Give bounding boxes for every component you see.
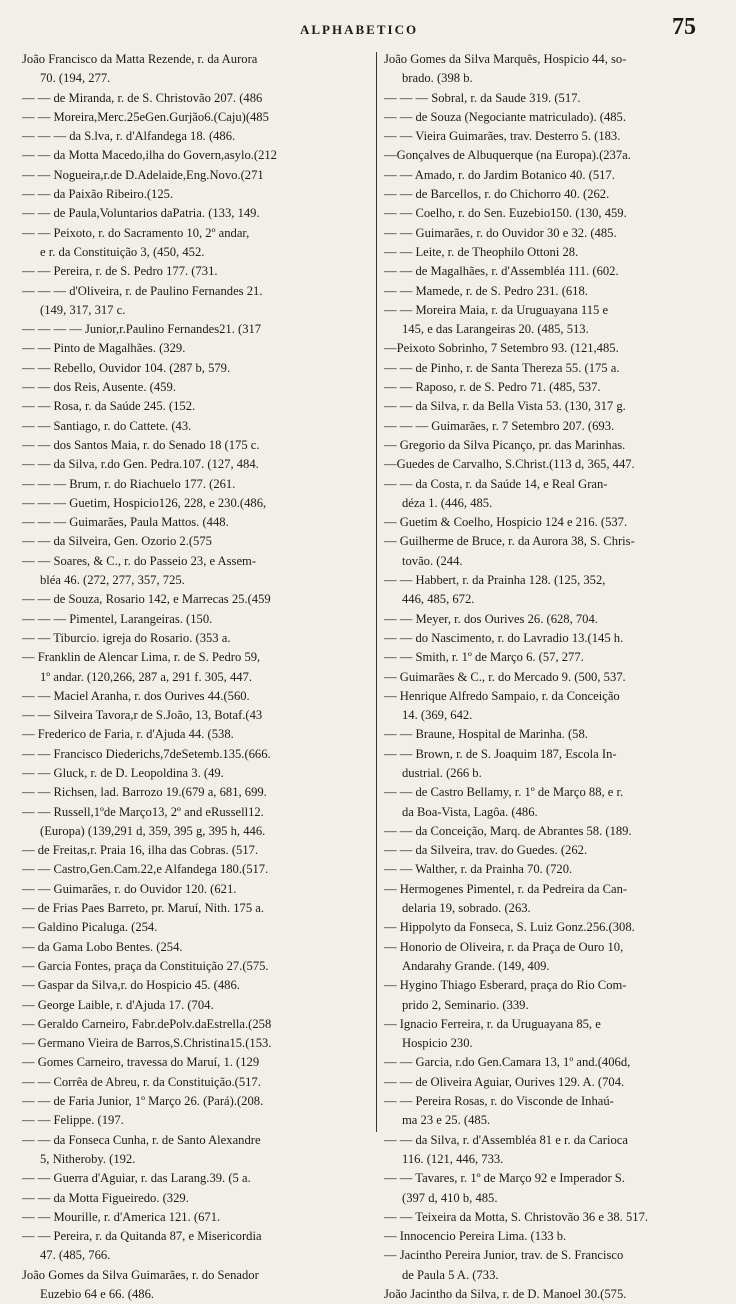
entry-line: — — Nogueira,r.de D.Adelaide,Eng.Novo.(271 bbox=[22, 167, 264, 182]
entry-line: — — Meyer, r. dos Ourives 26. (628, 704. bbox=[384, 611, 598, 626]
entry-line: — — Mourille, r. d'America 121. (671. bbox=[22, 1209, 221, 1224]
entry-line: (397 d, 410 b, 485. bbox=[402, 1190, 498, 1205]
entry-line: — — Maciel Aranha, r. dos Ourives 44.(560. bbox=[22, 688, 250, 703]
entry-line: — Honorio de Oliveira, r. da Praça de Ouro 10, bbox=[384, 939, 624, 954]
entry-line: — — Moreira,Merc.25eGen.Gurjão6.(Caju)(485 bbox=[22, 109, 269, 124]
entry-line: — Hermogenes Pimentel, r. da Pedreira da Can- bbox=[384, 881, 628, 896]
entry-line: — — de Pinho, r. de Santa Thereza 55. (175 a. bbox=[384, 360, 620, 375]
entry-line: — — de Castro Bellamy, r. 1º de Março 88, e r. bbox=[384, 785, 624, 800]
entry-line: — Innocencio Pereira Lima. (133 b. bbox=[384, 1229, 567, 1244]
entry-line: Andarahy Grande. (149, 409. bbox=[402, 958, 550, 973]
entry-line: — — — Guimarães, r. 7 Setembro 207. (693. bbox=[384, 418, 615, 433]
entry-line: — da Gama Lobo Bentes. (254. bbox=[22, 939, 183, 954]
running-head: ALPHABETICO bbox=[300, 22, 419, 37]
entry-line: — — Tiburcio. igreja do Rosario. (353 a. bbox=[22, 630, 231, 645]
entry-line: João Jacintho da Silva, r. de D. Manoel 30.(575. bbox=[384, 1287, 627, 1301]
entry-line: — Gregorio da Silva Picanço, pr. das Marinhas. bbox=[384, 437, 626, 452]
entry-line: — — Amado, r. do Jardim Botanico 40. (517. bbox=[384, 167, 615, 182]
entry-line: — — da Silveira, trav. do Guedes. (262. bbox=[384, 843, 588, 858]
entry-line: — — Felippe. (197. bbox=[22, 1113, 124, 1128]
left-column bbox=[22, 50, 370, 1304]
entry-line: delaria 19, sobrado. (263. bbox=[402, 901, 531, 916]
entry-line: — — Leite, r. de Theophilo Ottoni 28. bbox=[384, 244, 579, 259]
entry-line: —Gonçalves de Albuquerque (na Europa).(237a. bbox=[384, 148, 631, 163]
entry-line: — — da Motta Figueiredo. (329. bbox=[22, 1190, 189, 1205]
entry-line: dustrial. (266 b. bbox=[402, 765, 482, 780]
entry-line: — — Richsen, lad. Barrozo 19.(679 a, 681, 699. bbox=[22, 785, 267, 800]
entry-line: 1º andar. (120,266, 287 a, 291 f. 305, 447. bbox=[40, 669, 253, 684]
page-number: 75 bbox=[672, 14, 696, 40]
entry-line: 14. (369, 642. bbox=[402, 708, 473, 723]
entry-line: 5, Nitheroby. (192. bbox=[40, 1151, 136, 1166]
entry-line: João Gomes da Silva Guimarães, r. do Senador bbox=[22, 1267, 259, 1282]
entry-line: — — Braune, Hospital de Marinha. (58. bbox=[384, 727, 588, 742]
entry-line: — — Pinto de Magalhães. (329. bbox=[22, 341, 186, 356]
entry-line: — — Russell,1ºde Março13, 2º and eRussell12. bbox=[22, 804, 264, 819]
entry-line: — — — Guimarães, Paula Mattos. (448. bbox=[22, 515, 229, 530]
entry-line: — — Mamede, r. de S. Pedro 231. (618. bbox=[384, 283, 588, 298]
entry-line: — Germano Vieira de Barros,S.Christina15.(153. bbox=[22, 1036, 272, 1051]
page-header bbox=[0, 14, 736, 44]
entry-line: — — — d'Oliveira, r. de Paulino Fernandes 21. bbox=[22, 283, 263, 298]
entry-line: — — Habbert, r. da Prainha 128. (125, 352, bbox=[384, 573, 606, 588]
entry-line: — — Peixoto, r. do Sacramento 10, 2º andar, bbox=[22, 225, 250, 240]
entry-line: — — Guerra d'Aguiar, r. das Larang.39. (5 a. bbox=[22, 1171, 251, 1186]
entry-line: — — Brown, r. de S. Joaquim 187, Escola In- bbox=[384, 746, 617, 761]
entry-line: — — de Oliveira Aguiar, Ourives 129. A. (704. bbox=[384, 1074, 625, 1089]
entry-line: prido 2, Seminario. (339. bbox=[402, 997, 529, 1012]
entry-line: e r. da Constituição 3, (450, 452. bbox=[40, 244, 205, 259]
entry-line: — — Smith, r. 1º de Março 6. (57, 277. bbox=[384, 650, 584, 665]
entry-line: — — — Brum, r. do Riachuelo 177. (261. bbox=[22, 476, 236, 491]
entry-line: — — Rosa, r. da Saúde 245. (152. bbox=[22, 399, 196, 414]
entry-line: — — da Silva, r. d'Assembléa 81 e r. da Carioca bbox=[384, 1132, 628, 1147]
entry-line: — — Coelho, r. do Sen. Euzebio150. (130, 459. bbox=[384, 206, 627, 221]
entry-line: — Jacintho Pereira Junior, trav. de S. Francisco bbox=[384, 1248, 624, 1263]
entry-line: —Peixoto Sobrinho, 7 Setembro 93. (121,485. bbox=[384, 341, 619, 356]
entry-line: — de Freitas,r. Praia 16, ilha das Cobras. (517. bbox=[22, 843, 259, 858]
entry-line: — — Vieira Guimarães, trav. Desterro 5. (183. bbox=[384, 129, 621, 144]
entry-line: João Gomes da Silva Marquês, Hospicio 44, so- bbox=[384, 52, 627, 66]
entry-line: — — Garcia, r.do Gen.Camara 13, 1º and.(406d, bbox=[384, 1055, 631, 1070]
entry-line: — Guetim & Coelho, Hospicio 124 e 216. (537. bbox=[384, 515, 628, 530]
entry-line: — Henrique Alfredo Sampaio, r. da Conceição bbox=[384, 688, 620, 703]
entry-line: — — dos Santos Maia, r. do Senado 18 (175 c. bbox=[22, 437, 260, 452]
entry-line: — — de Paula,Voluntarios daPatria. (133, 149. bbox=[22, 206, 260, 221]
entry-line: brado. (398 b. bbox=[402, 71, 473, 86]
entry-line: (149, 317, 317 c. bbox=[40, 302, 126, 317]
entry-line: — — Walther, r. da Prainha 70. (720. bbox=[384, 862, 573, 877]
entry-line: ma 23 e 25. (485. bbox=[402, 1113, 491, 1128]
entry-line: — — da Motta Macedo,ilha do Govern,asylo.(212 bbox=[22, 148, 277, 163]
entry-line: — — Pereira, r. de S. Pedro 177. (731. bbox=[22, 264, 218, 279]
entry-line: (Europa) (139,291 d, 359, 395 g, 395 h, 446. bbox=[40, 823, 266, 838]
entry-line: 145, e das Larangeiras 20. (485, 513. bbox=[402, 322, 589, 337]
entry-line: — — da Silva, r. da Bella Vista 53. (130, 317 g. bbox=[384, 399, 626, 414]
entry-line: — — de Barcellos, r. do Chichorro 40. (262. bbox=[384, 187, 610, 202]
entry-line: — — Pereira Rosas, r. do Visconde de Inhaú- bbox=[384, 1094, 614, 1109]
entry-line: tovão. (244. bbox=[402, 553, 463, 568]
entry-line: — — Guimarães, r. do Ouvidor 120. (621. bbox=[22, 881, 237, 896]
entry-line: — Garcia Fontes, praça da Constituição 27.(575. bbox=[22, 958, 269, 973]
entry-line: 116. (121, 446, 733. bbox=[402, 1151, 504, 1166]
entry-line: — — da Silva, r.do Gen. Pedra.107. (127, 484. bbox=[22, 457, 259, 472]
entry-line: da Boa-Vista, Lagôa. (486. bbox=[402, 804, 538, 819]
entry-line: — Hygino Thiago Esberard, praça do Rio Com- bbox=[384, 978, 627, 993]
entry-line: — — Francisco Diederichs,7deSetemb.135.(666. bbox=[22, 746, 271, 761]
entry-line: — — — Guetim, Hospicio126, 228, e 230.(486, bbox=[22, 495, 267, 510]
entry-line: — — Gluck, r. de D. Leopoldina 3. (49. bbox=[22, 765, 224, 780]
entry-line: — Hippolyto da Fonseca, S. Luiz Gonz.256.(308. bbox=[384, 920, 635, 935]
entry-line: — — Tavares, r. 1º de Março 92 e Imperador S. bbox=[384, 1171, 625, 1186]
entry-line: — — de Faria Junior, 1º Março 26. (Pará).(208. bbox=[22, 1094, 264, 1109]
entry-line: João Francisco da Matta Rezende, r. da Aurora bbox=[22, 52, 258, 66]
entry-line: — Galdino Picaluga. (254. bbox=[22, 920, 158, 935]
entry-line: de Paula 5 A. (733. bbox=[402, 1267, 499, 1282]
entry-line: — Geraldo Carneiro, Fabr.dePolv.daEstrella.(258 bbox=[22, 1016, 272, 1031]
entry-line: 70. (194, 277. bbox=[40, 71, 111, 86]
entry-line: — — Soares, & C., r. do Passeio 23, e Assem- bbox=[22, 553, 257, 568]
entry-line: — — Santiago, r. do Cattete. (43. bbox=[22, 418, 192, 433]
column-divider bbox=[376, 52, 377, 1132]
entry-line: 446, 485, 672. bbox=[402, 592, 475, 607]
entry-line: — — Silveira Tavora,r de S.João, 13, Botaf.(43 bbox=[22, 708, 263, 723]
entry-line: — Frederico de Faria, r. d'Ajuda 44. (538. bbox=[22, 727, 234, 742]
entry-line: — — — Pimentel, Larangeiras. (150. bbox=[22, 611, 213, 626]
entry-line: — — da Paixão Ribeiro.(125. bbox=[22, 187, 174, 202]
entry-line: — — — — Junior,r.Paulino Fernandes21. (317 bbox=[22, 322, 262, 337]
entry-line: — — — Sobral, r. da Saude 319. (517. bbox=[384, 90, 581, 105]
entry-line: — — Rebello, Ouvidor 104. (287 b, 579. bbox=[22, 360, 231, 375]
entry-line: — — — da S.lva, r. d'Alfandega 18. (486. bbox=[22, 129, 236, 144]
entry-line: — — Corrêa de Abreu, r. da Constituição.(517. bbox=[22, 1074, 261, 1089]
entry-line: Euzebio 64 e 66. (486. bbox=[40, 1287, 155, 1301]
entry-line: — — Teixeira da Motta, S. Christovão 36 e 38. 517. bbox=[384, 1209, 649, 1224]
entry-line: — — da Silveira, Gen. Ozorio 2.(575 bbox=[22, 534, 212, 549]
entry-line: bléa 46. (272, 277, 357, 725. bbox=[40, 573, 185, 588]
entry-line: — de Frias Paes Barreto, pr. Maruí, Nith. 175 a. bbox=[22, 901, 265, 916]
entry-line: déza 1. (446, 485. bbox=[402, 495, 493, 510]
entry-line: 47. (485, 766. bbox=[40, 1248, 111, 1263]
entry-line: — — Castro,Gen.Cam.22,e Alfandega 180.(517. bbox=[22, 862, 269, 877]
entry-line: — — Moreira Maia, r. da Uruguayana 115 e bbox=[384, 302, 609, 317]
entry-line: — Gomes Carneiro, travessa do Maruí, 1. (129 bbox=[22, 1055, 260, 1070]
entry-line: — Guimarães & C., r. do Mercado 9. (500, 537. bbox=[384, 669, 626, 684]
entry-line: —Guedes de Carvalho, S.Christ.(113 d, 365, 447. bbox=[384, 457, 635, 472]
entry-line: — Ignacio Ferreira, r. da Uruguayana 85, e bbox=[384, 1016, 601, 1031]
entry-line: — — da Conceição, Marq. de Abrantes 58. (189. bbox=[384, 823, 632, 838]
entry-line: — — de Souza (Negociante matriculado). (485. bbox=[384, 109, 626, 124]
entry-line: — — de Miranda, r. de S. Christovão 207. (486 bbox=[22, 90, 263, 105]
entry-line: — Franklin de Alencar Lima, r. de S. Pedro 59, bbox=[22, 650, 261, 665]
entry-line: — — Raposo, r. de S. Pedro 71. (485, 537. bbox=[384, 380, 601, 395]
entry-line: — — Guimarães, r. do Ouvidor 30 e 32. (485. bbox=[384, 225, 617, 240]
right-column bbox=[384, 50, 724, 1304]
entry-line: — — de Souza, Rosario 142, e Marrecas 25.(459 bbox=[22, 592, 271, 607]
entry-line: — — do Nascimento, r. do Lavradio 13.(145 h. bbox=[384, 630, 624, 645]
entry-line: — — da Costa, r. da Saúde 14, e Real Gran- bbox=[384, 476, 608, 491]
entry-line: — — Pereira, r. da Quitanda 87, e Misericordia bbox=[22, 1229, 262, 1244]
entry-line: — Guilherme de Bruce, r. da Aurora 38, S. Chris- bbox=[384, 534, 635, 549]
entry-line: Hospicio 230. bbox=[402, 1036, 473, 1051]
entry-line: — — dos Reis, Ausente. (459. bbox=[22, 380, 176, 395]
entry-line: — — da Fonseca Cunha, r. de Santo Alexandre bbox=[22, 1132, 261, 1147]
entry-line: — — de Magalhães, r. d'Assembléa 111. (602. bbox=[384, 264, 619, 279]
entry-line: — George Laible, r. d'Ajuda 17. (704. bbox=[22, 997, 214, 1012]
entry-line: — Gaspar da Silva,r. do Hospicio 45. (486. bbox=[22, 978, 240, 993]
